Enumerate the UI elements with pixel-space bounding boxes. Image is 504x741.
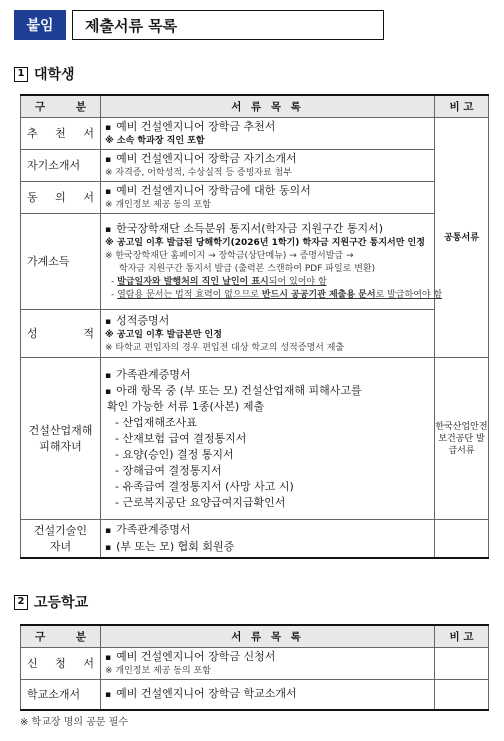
section-heading-highschool: [14, 592, 88, 612]
header: [14, 10, 384, 40]
documents-consent: ▪ 예비 건설엔지니어 장학금에 대한 동의서 ※ 개인정보 제공 동의 포함: [101, 182, 435, 214]
category-recommendation: 추 천 서: [21, 118, 101, 150]
category-grades: 성 적: [21, 310, 101, 358]
remark-empty: [435, 680, 489, 710]
category-consent: 동 의 서: [21, 182, 101, 214]
documents-grades: ▪ 성적증명서 ※ 공고일 이후 발급본만 인정 ※ 타학교 편입자의 경우 편입전 대상 학교의 성적증명서 제출: [101, 310, 435, 358]
column-header-remarks: 비 고: [435, 95, 489, 118]
documents-application: ▪ 예비 건설엔지니어 장학금 신청서 ※ 개인정보 제공 동의 포함: [101, 648, 435, 680]
remark-disaster: 한국산업안전보건공단 발급서류: [435, 358, 489, 520]
documents-recommendation: ▪ 예비 건설엔지니어 장학금 추천서 ※ 소속 학과장 직인 포함: [101, 118, 435, 150]
remark-common: 공통서류: [435, 118, 489, 358]
section-number-box: 1: [14, 67, 28, 82]
documents-household-income: ▪ 한국장학재단 소득분위 통지서(학자금 지원구간 통지서) ※ 공고일 이후 발급된 당해학기(2026년 1학기) 학자금 지원구간 통지서만 인정 ※ 한국장학재단 홈페이지 → 장학금(상단메뉴) → 증명서발급 → 학자금 지원구간 통지서 발급 (출력본 스캔하여 PDF 파일로 변환) - 발급일자와 발행처의 직인 날인이 표시되어 있어야 함 - 열람용 문서는 법적 효력이 없으므로 반드시 공공기관 제출용 문서로 발급하여야 함: [101, 214, 435, 310]
documents-school-intro: ▪ 예비 건설엔지니어 장학금 학교소개서: [101, 680, 435, 710]
category-household-income: 가계소득: [21, 214, 101, 310]
remark-empty: [435, 520, 489, 558]
footnote: ※ 학교장 명의 공문 필수: [20, 717, 129, 728]
category-engineer-children: 건설기술인 자녀: [21, 520, 101, 558]
section-title: 고등학교: [34, 595, 89, 611]
column-header-documents: 서 류 목 록: [101, 95, 435, 118]
category-school-intro: 학교소개서: [21, 680, 101, 710]
documents-engineer-children: ▪ 가족관계증명서 ▪ (부 또는 모) 협회 회원증: [101, 520, 435, 558]
remark-empty: [435, 648, 489, 680]
section-title: 대학생: [34, 67, 75, 83]
column-header-documents: 서 류 목 록: [101, 625, 435, 648]
section-heading-university: [14, 64, 75, 84]
category-self-intro: 자기소개서: [21, 150, 101, 182]
highschool-documents-table: [20, 624, 489, 711]
documents-disaster-children: ▪ 가족관계증명서 ▪ 아래 항목 중 (부 또는 모) 건설산업재해 피해사고를 확인 가능한 서류 1종(사본) 제출 - 산업재해조사표 - 산재보험 급여 결정통지서 - 요양(승인) 결정 통지서 - 장해급여 결정통지서 - 유족급여 결정통지서 (사망 사고 시) - 근로복지공단 요양급여지급확인서: [101, 358, 435, 520]
section-number-box: 2: [14, 595, 28, 610]
attachment-badge: 붙임: [14, 10, 66, 40]
page-title: 제출서류 목록: [72, 10, 384, 40]
documents-self-intro: ▪ 예비 건설엔지니어 장학금 자기소개서 ※ 자격증, 어학성적, 수상실적 등 증빙자료 첨부: [101, 150, 435, 182]
column-header-remarks: 비 고: [435, 625, 489, 648]
column-header-category: 구 분: [21, 95, 101, 118]
category-disaster-children: 건설산업재해 피해자녀: [21, 358, 101, 520]
university-documents-table: [20, 94, 489, 559]
category-application: 신 청 서: [21, 648, 101, 680]
column-header-category: 구 분: [21, 625, 101, 648]
